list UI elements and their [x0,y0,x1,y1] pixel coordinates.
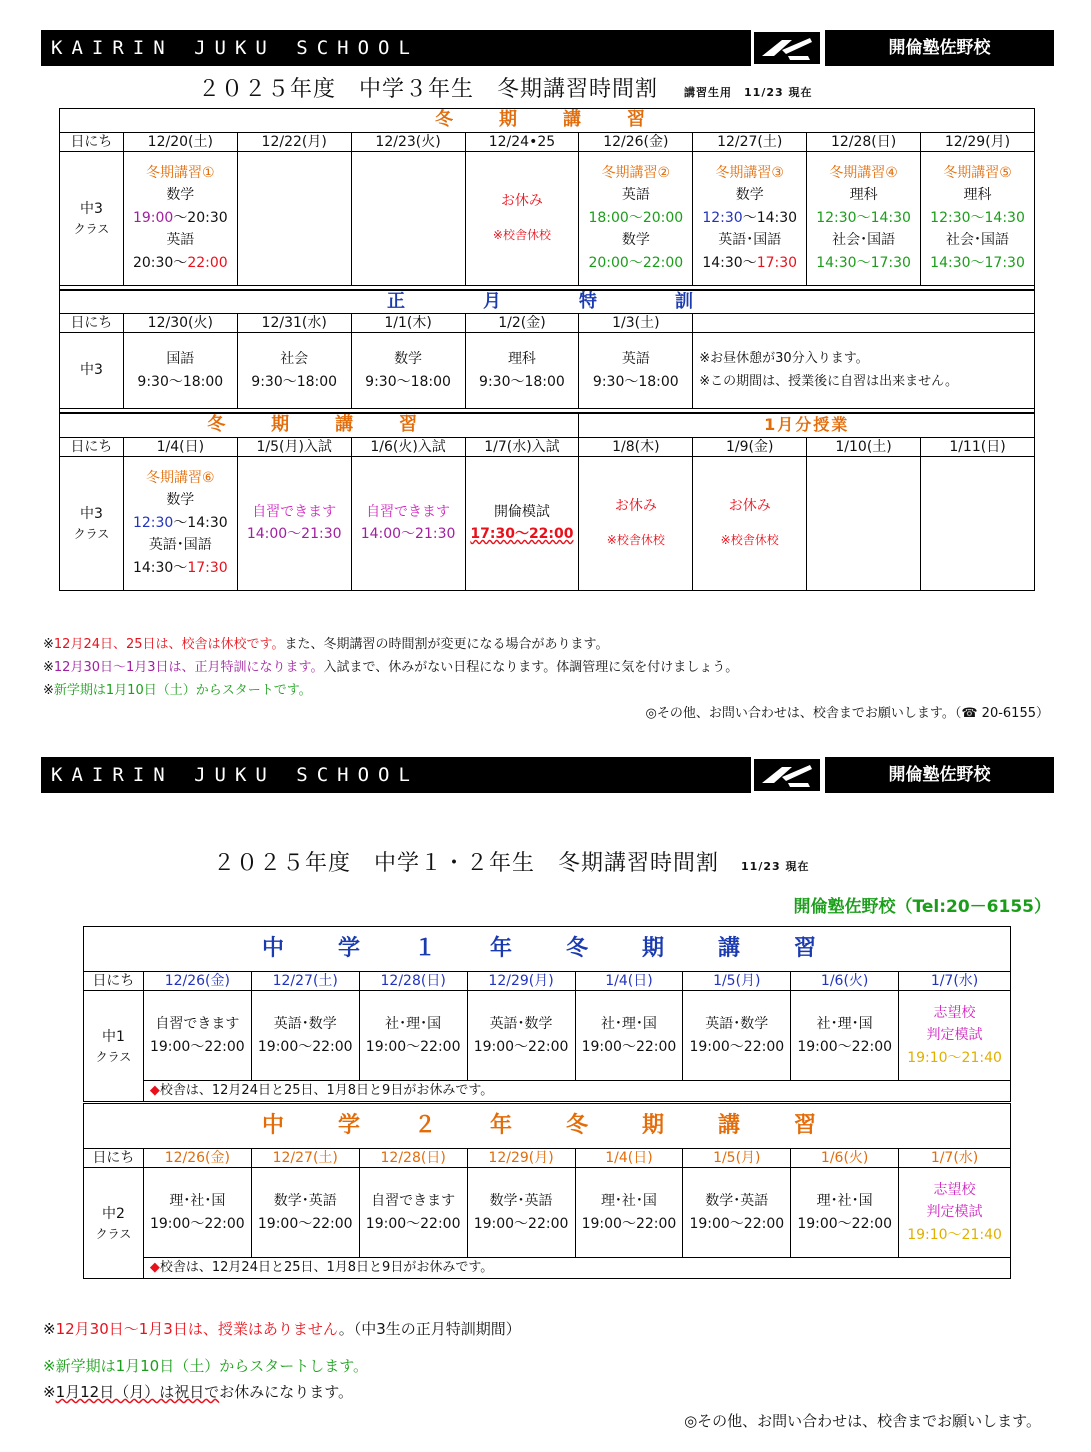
date-cell: 12/24•25 [465,132,579,151]
schedule-table-1 [59,108,1035,591]
date-cell: 12/30(火) [123,314,237,333]
empty-cell [237,151,351,285]
date-cell: 1/9(金) [693,437,807,456]
closed-cell: お休み ※校舎休校 [465,151,579,285]
class-label: 中1 クラス [84,991,144,1103]
row-label: 日にち [84,972,144,991]
date-cell: 12/29(月) [467,972,575,991]
self-study-cell: 自習できます 14:00～21:30 [351,456,465,590]
date-cell: 1/5(月) [683,972,791,991]
closed-note: ◆校舎は、12月24日と25日、1月8日と9日がお休みです。 [143,1258,1010,1279]
session-cell: 自習できます 19:00～22:00 [359,1168,467,1258]
header-bar [41,30,751,66]
date-cell: 12/28(日) [359,1149,467,1168]
class-label: 中3 [60,333,124,409]
date-cell: 12/22(月) [237,132,351,151]
date-cell: 1/3(土) [579,314,693,333]
band-grade2: 中 学 ２ 年 冬 期 講 習 [84,1103,1011,1149]
subtitle-1: 講習生用 11/23 現在 [684,86,813,99]
session-cell: 社会 9:30～18:00 [237,333,351,409]
subtitle-2: 11/23 現在 [741,860,810,873]
class-label: 中3 クラス [60,456,124,590]
date-cell: 1/5(月)入試 [237,437,351,456]
session-cell: 冬期講習⑥ 数学 12:30～14:30 英語･国語 14:30～17:30 [123,456,237,590]
page-title-2: ２０２５年度 中学１・２年生 冬期講習時間割 11/23 現在 [213,851,810,876]
closed-note: ◆校舎は、12月24日と25日、1月8日と9日がお休みです。 [143,1081,1010,1103]
date-cell: 12/27(土) [251,972,359,991]
closed-cell: お休み ※校舎休校 [579,456,693,590]
session-cell: 冬期講習③ 数学 12:30～14:30 英語･国語 14:30～17:30 [693,151,807,285]
date-cell: 12/29(月) [921,132,1035,151]
date-cell: 1/7(水) [899,972,1011,991]
session-cell: 理･社･国 19:00～22:00 [575,1168,683,1258]
band-newyear: 正 月 特 訓 [60,290,1035,314]
note-2: ※12月30日～1月3日は、正月特訓になります。入試まで、休みがない日程になります。体調管理に気を付けましょう。 [43,660,739,675]
self-study-cell: 自習できます 14:00～21:30 [237,456,351,590]
session-cell: 社･理･国 19:00～22:00 [791,991,899,1081]
mock-exam-cell: 開倫模試 17:30～22:00 [465,456,579,590]
date-cell: 12/26(金) [143,1149,251,1168]
closed-cell: お休み ※校舎休校 [693,456,807,590]
contact-1: ◎その他、お問い合わせは、校舎までお願いします。（☎ 20-6155） [645,706,1049,721]
note-4: ※12月30日～1月3日は、授業はありません。（中3生の正月特訓期間） [43,1320,521,1338]
school-name-2: KAIRIN JUKU SCHOOL [51,764,419,786]
date-cell: 1/4(日) [575,1149,683,1168]
date-cell: 1/6(火) [791,1149,899,1168]
session-cell: 冬期講習① 数学 19:00～20:30 英語 20:30～22:00 [123,151,237,285]
session-cell: 国語 9:30～18:00 [123,333,237,409]
session-cell: 自習できます 19:00～22:00 [143,991,251,1081]
branch-name: 開倫塾佐野校 [825,30,1054,66]
session-cell: 社･理･国 19:00～22:00 [575,991,683,1081]
band-winter-2: 冬 期 講 習 [60,413,579,437]
date-cell: 1/6(火)入試 [351,437,465,456]
empty-cell [351,151,465,285]
date-cell: 1/6(火) [791,972,899,991]
date-cell: 12/27(土) [251,1149,359,1168]
date-cell: 1/1(木) [351,314,465,333]
date-cell: 1/2(金) [465,314,579,333]
date-cell: 1/10(土) [807,437,921,456]
date-cell: 12/28(日) [359,972,467,991]
date-cell: 12/31(水) [237,314,351,333]
band-grade1: 中 学 １ 年 冬 期 講 習 [84,927,1011,972]
session-cell: 英語･数学 19:00～22:00 [683,991,791,1081]
empty-cell [807,456,921,590]
band-winter-1: 冬 期 講 習 [60,109,1035,133]
session-cell: 冬期講習⑤ 理科 12:30～14:30 社会･国語 14:30～17:30 [921,151,1035,285]
session-cell: 数学･英語 19:00～22:00 [251,1168,359,1258]
school-logo-2 [752,757,822,793]
date-cell: 12/28(日) [807,132,921,151]
session-cell: 数学 9:30～18:00 [351,333,465,409]
mock-exam-cell: 志望校 判定模試 19:10～21:40 [899,1168,1011,1258]
row-label: 日にち [84,1149,144,1168]
date-cell: 12/26(金) [143,972,251,991]
date-cell: 1/7(水) [899,1149,1011,1168]
session-cell: 社･理･国 19:00～22:00 [359,991,467,1081]
note-1: ※12月24日、25日は、校舎は休校です。また、冬期講習の時間割が変更になる場合があります。 [43,637,609,652]
date-cell: 12/20(土) [123,132,237,151]
date-cell: 1/7(水)入試 [465,437,579,456]
empty-cell [921,456,1035,590]
note-6: ※1月12日（月）は祝日でお休みになります。 [43,1383,354,1401]
band-january: 1月分授業 [579,413,1035,437]
row-label: 日にち [60,132,124,151]
contact-2: ◎その他、お問い合わせは、校舎までお願いします。 [684,1412,1041,1430]
session-cell: 英語･数学 19:00～22:00 [467,991,575,1081]
mock-exam-cell: 志望校 判定模試 19:10～21:40 [899,991,1011,1081]
date-cell: 1/5(月) [683,1149,791,1168]
school-logo [752,30,822,66]
session-cell: 冬期講習② 英語 18:00～20:00 数学 20:00～22:00 [579,151,693,285]
class-label: 中2 クラス [84,1168,144,1279]
session-cell: 英語 9:30～18:00 [579,333,693,409]
session-cell: 理科 9:30～18:00 [465,333,579,409]
date-cell: 1/4(日) [575,972,683,991]
row-label: 日にち [60,437,124,456]
session-cell: 英語･数学 19:00～22:00 [251,991,359,1081]
class-label: 中3 クラス [60,151,124,285]
page-title-1: ２０２５年度 中学３年生 冬期講習時間割 講習生用 11/23 現在 [198,77,813,102]
session-cell: 冬期講習④ 理科 12:30～14:30 社会･国語 14:30～17:30 [807,151,921,285]
empty-cell [693,314,1035,333]
note-cell: ※お昼休憩が30分入ります。 ※この期間は、授業後に自習は出来ません。 [693,333,1035,409]
session-cell: 理･社･国 19:00～22:00 [143,1168,251,1258]
date-cell: 1/4(日) [123,437,237,456]
session-cell: 数学･英語 19:00～22:00 [467,1168,575,1258]
date-cell: 1/8(木) [579,437,693,456]
date-cell: 12/29(月) [467,1149,575,1168]
schedule-table-2 [83,926,1011,1279]
school-tel: 開倫塾佐野校（Tel:20－6155） [793,897,1051,917]
date-cell: 1/11(日) [921,437,1035,456]
note-3: ※新学期は1月10日（土）からスタートです。 [43,683,312,698]
date-cell: 12/26(金) [579,132,693,151]
row-label: 日にち [60,314,124,333]
session-cell: 理･社･国 19:00～22:00 [791,1168,899,1258]
note-5: ※新学期は1月10日（土）からスタートします。 [43,1357,369,1375]
session-cell: 数学･英語 19:00～22:00 [683,1168,791,1258]
date-cell: 12/27(土) [693,132,807,151]
header-bar-2 [41,757,751,793]
school-name: KAIRIN JUKU SCHOOL [51,37,419,59]
date-cell: 12/23(火) [351,132,465,151]
branch-name-2: 開倫塾佐野校 [825,757,1054,793]
